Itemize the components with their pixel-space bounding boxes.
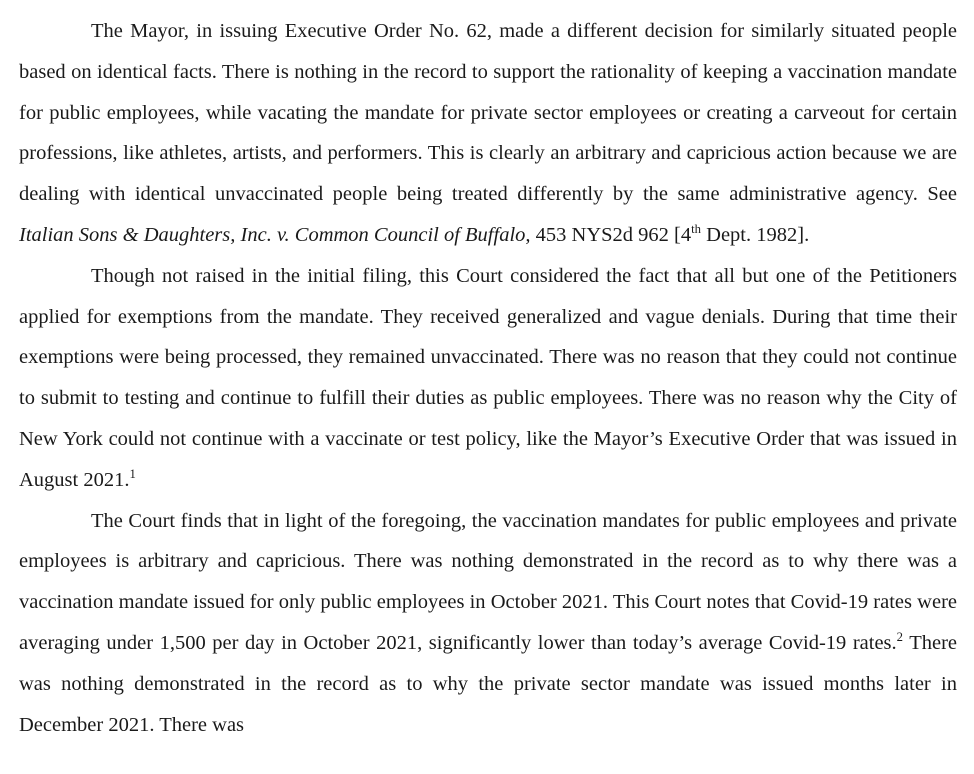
footnote-ref-2[interactable]: 2 <box>896 630 904 645</box>
paragraph-text: Though not raised in the initial filing, this Court considered the fact that all but one of the Petitioners applied for exemptions from the mandate. They received generalized and vague denials. During that time their exemptions were being processed, they remained unvaccinated. There was no reason that they could not continue to submit to testing and continue to fulfill their duties as public employees. There was no reason why the City of New York could not continue with a vaccinate or test policy, like the Mayor’s Executive Order that was issued in August 2021. <box>19 264 957 491</box>
paragraph-executive-order <box>19 11 957 256</box>
paragraph-court-finding <box>19 501 957 746</box>
ordinal-superscript: th <box>691 222 702 237</box>
footnote-ref-1[interactable]: 1 <box>129 466 136 481</box>
case-citation-end: Dept. 1982]. <box>701 223 810 246</box>
document-body <box>19 11 957 745</box>
paragraph-text-continued: There was nothing demonstrated in the record as to why the private sector mandate was issued months later in December 2021. There was <box>19 631 957 736</box>
case-citation-reporter: 453 NYS2d 962 [4 <box>530 223 692 246</box>
paragraph-text: The Mayor, in issuing Executive Order No. 62, made a different decision for similarly situated people based on identical facts. There is nothing in the record to support the rationality of keeping a vaccination mandate for public employees, while vacating the mandate for private sector employees or creating a carveout for certain professions, like athletes, artists, and performers. This is clearly an arbitrary and capricious action because we are dealing with identical unvaccinated people being treated differently by the same administrative agency. See <box>19 20 957 206</box>
paragraph-exemptions <box>19 256 957 501</box>
case-citation-name: Italian Sons & Daughters, Inc. v. Common Council of Buffalo, <box>19 223 531 246</box>
paragraph-text: The Court finds that in light of the foregoing, the vaccination mandates for public employees and private employees is arbitrary and capricious. There was nothing demonstrated in the record as to why there was a vaccination mandate issued for only public employees in October 2021. This Court notes that Covid-19 rates were averaging under 1,500 per day in October 2021, significantly lower than today’s average Covid-19 rates. <box>19 509 957 654</box>
